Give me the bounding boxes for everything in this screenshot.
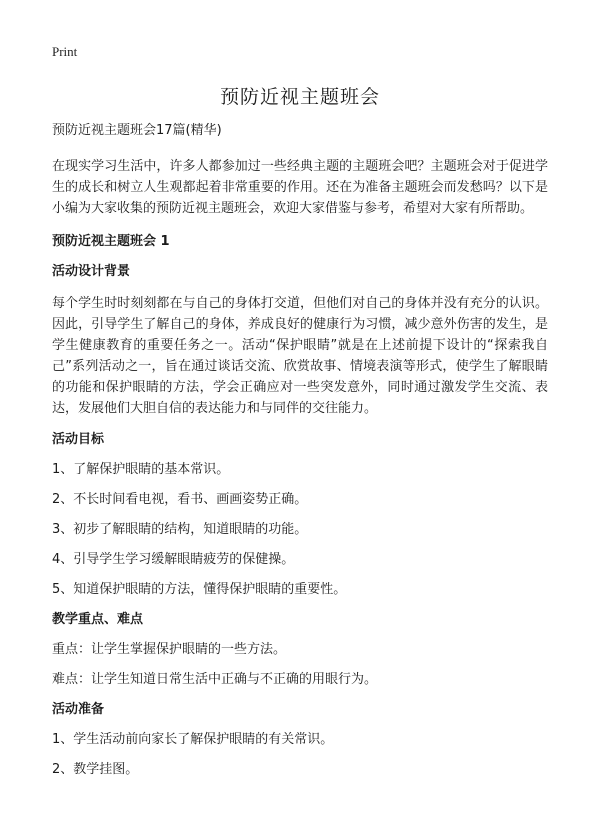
goal-item: 4、引导学生学习缓解眼睛疲劳的保健操。 <box>52 552 295 567</box>
goal-item: 2、不长时间看电视，看书、画画姿势正确。 <box>52 492 308 507</box>
preparation-heading: 活动准备 <box>52 702 105 717</box>
document-body <box>52 122 548 791</box>
section-heading: 预防近视主题班会 1 <box>52 234 170 249</box>
page-title: 预防近视主题班会 <box>219 86 380 108</box>
print-link[interactable]: Print <box>52 44 78 59</box>
background-paragraph: 每个学生时时刻刻都在与自己的身体打交道，但他们对自己的身体并没有充分的认识。因此，引导学生了解自己的身体，养成良好的健康行为习惯，减少意外伤害的发生，是学生健康教育的重要任务之一。活动“保护眼睛”就是在上述前提下设计的“探索我自己”系列活动之一，旨在通过谈话交流、欣赏故事、情境表演等形式，使学生了解眼睛的功能和保护眼睛的方法，学会正确应对一些突发意外，同时通过激发学生交流、表达，发展他们大胆自信的表达能力和与同伴的交往能力。 <box>52 296 548 416</box>
document-subtitle: 预防近视主题班会17篇(精华) <box>52 123 222 138</box>
goal-item: 1、了解保护眼睛的基本常识。 <box>52 462 230 477</box>
goal-item: 5、知道保护眼睛的方法，懂得保护眼睛的重要性。 <box>52 582 347 597</box>
goal-item: 3、初步了解眼睛的结构，知道眼睛的功能。 <box>52 522 308 537</box>
intro-paragraph: 在现实学习生活中，许多人都参加过一些经典主题的主题班会吧？主题班会对于促进学生的成长和树立人生观都起着非常重要的作用。还在为准备主题班会而发愁吗？以下是小编为大家收集的预防近视主题班会，欢迎大家借鉴与参考，希望对大家有所帮助。 <box>52 159 548 216</box>
goals-heading: 活动目标 <box>52 432 105 447</box>
preparation-item: 1、学生活动前向家长了解保护眼睛的有关常识。 <box>52 732 334 747</box>
preparation-item: 2、教学挂图。 <box>52 762 139 777</box>
key-point-item: 重点：让学生掌握保护眼睛的一些方法。 <box>52 642 287 657</box>
key-point-item: 难点：让学生知道日常生活中正确与不正确的用眼行为。 <box>52 672 378 687</box>
background-heading: 活动设计背景 <box>52 264 131 279</box>
key-points-heading: 教学重点、难点 <box>52 612 144 627</box>
